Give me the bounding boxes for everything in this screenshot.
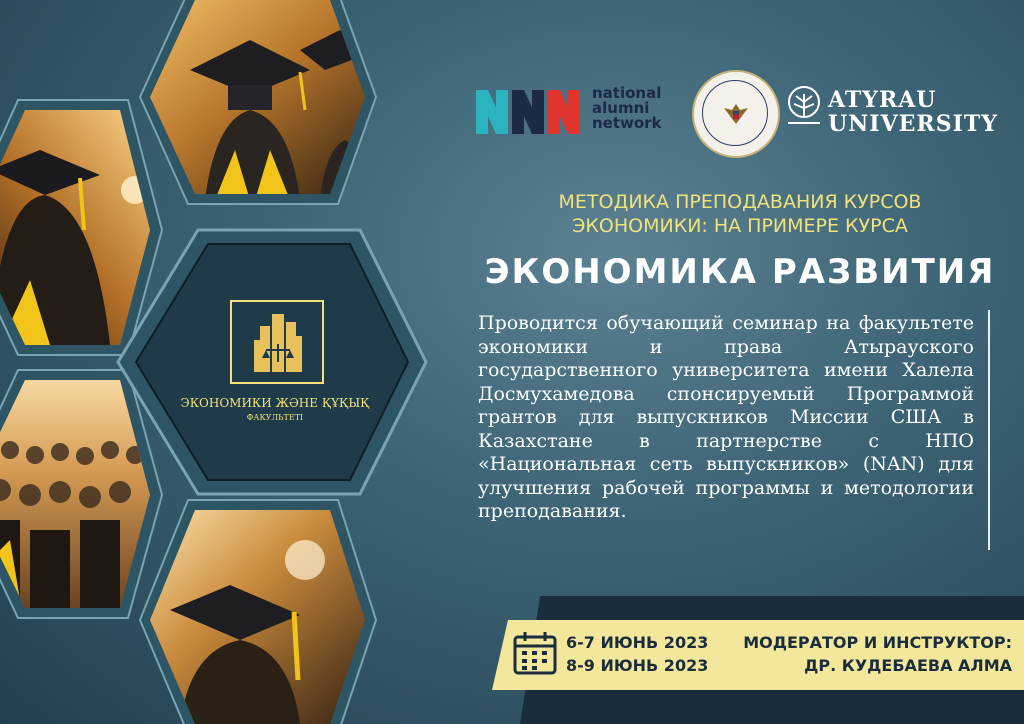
date-2: 8-9 ИЮНЬ 2023 — [566, 656, 709, 675]
uni-line2: UNIVERSITY — [828, 111, 998, 137]
faculty-subtitle: ФАКУЛЬТЕТІ — [246, 413, 304, 422]
date-1: 6-7 ИЮНЬ 2023 — [566, 633, 709, 652]
subtitle-line1: МЕТОДИКА ПРЕПОДАВАНИЯ КУРСОВ — [558, 191, 922, 213]
us-embassy-seal-icon — [692, 70, 780, 158]
calendar-icon — [512, 630, 558, 676]
nan-logo-text — [592, 86, 662, 131]
divider-line — [988, 310, 990, 550]
nan-line1: national — [592, 84, 662, 102]
faculty-name: ЭКОНОМИКИ ЖӘНЕ ҚҰҚЫҚ — [180, 396, 370, 410]
faculty-emblem-icon — [230, 300, 324, 384]
nan-line3: network — [592, 114, 662, 132]
tree-icon — [784, 86, 824, 132]
moderator-name: ДР. КУДЕБАЕВА АЛМА — [804, 656, 1012, 675]
nan-line2: alumni — [592, 99, 650, 117]
description-text: Проводится обучающий семинар на факультете экономики и права Атырауского государственного университета имени Халела Досмухамедова спонсируемый Программой грантов для выпускников Миссии США в Казахстане в партнерстве с НПО «Национальная сеть выпускников» (NAN) для улучшения рабочей программы и методологии преподавания. — [478, 312, 974, 522]
partner-logos — [476, 66, 996, 156]
uni-line1: ATYRAU — [828, 87, 937, 113]
subtitle — [470, 190, 1010, 238]
moderator-label: МОДЕРАТОР И ИНСТРУКТОР: — [743, 633, 1012, 652]
moderator-info — [712, 631, 1012, 677]
subtitle-line2: ЭКОНОМИКИ: НА ПРИМЕРЕ КУРСА — [572, 215, 908, 237]
atyrau-university-logo — [784, 84, 998, 138]
page-title: ЭКОНОМИКА РАЗВИТИЯ — [484, 252, 996, 292]
eagle-icon — [722, 100, 750, 128]
nan-logo-icon — [476, 90, 580, 134]
event-dates — [566, 631, 708, 677]
